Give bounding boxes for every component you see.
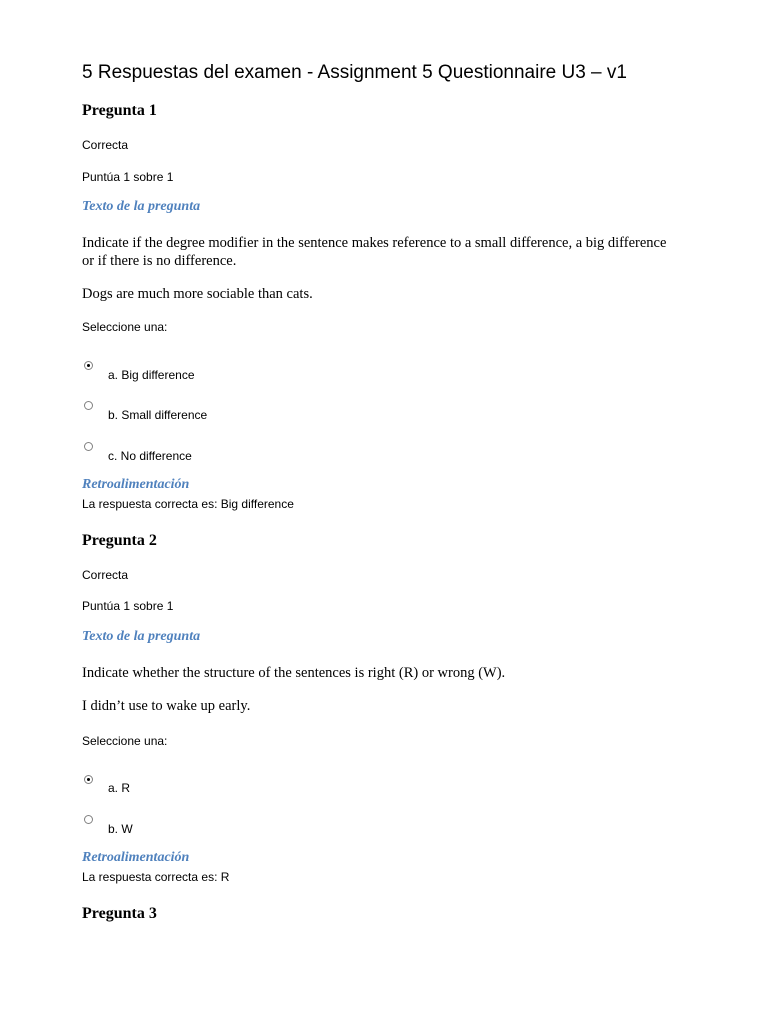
question-1-sentence: Dogs are much more sociable than cats. [82, 286, 313, 302]
question-1-feedback: La respuesta correcta es: Big difference [82, 497, 294, 511]
question-1-heading: Pregunta 1 [82, 102, 157, 119]
question-1-option-c-radio[interactable] [84, 442, 93, 451]
question-2-feedback: La respuesta correcta es: R [82, 870, 230, 884]
question-2-select-label: Seleccione una: [82, 734, 168, 748]
question-2-feedback-label: Retroalimentación [82, 850, 190, 865]
question-2-prompt: Indicate whether the structure of the sentences is right (R) or wrong (W). [82, 665, 506, 681]
question-2-option-b-label: b. W [108, 822, 133, 836]
question-1-option-c-label: c. No difference [108, 449, 192, 463]
question-2-sentence: I didn’t use to wake up early. [82, 698, 251, 714]
question-3-heading: Pregunta 3 [82, 905, 157, 922]
question-1-text-label: Texto de la pregunta [82, 199, 201, 214]
question-2-status: Correcta [82, 568, 129, 582]
question-2-option-a-radio[interactable] [84, 775, 93, 784]
question-1-score: Puntúa 1 sobre 1 [82, 170, 174, 184]
question-2-heading: Pregunta 2 [82, 532, 157, 549]
question-2-text-label: Texto de la pregunta [82, 629, 201, 644]
page-title: 5 Respuestas del examen - Assignment 5 Questionnaire U3 – v1 [82, 62, 627, 83]
question-1-select-label: Seleccione una: [82, 320, 168, 334]
question-1-option-b-label: b. Small difference [108, 408, 208, 422]
question-1-option-a-radio[interactable] [84, 361, 93, 370]
question-2-option-b-radio[interactable] [84, 815, 93, 824]
question-1-option-a-label: a. Big difference [108, 368, 195, 382]
question-1-option-b-radio[interactable] [84, 401, 93, 410]
question-1-feedback-label: Retroalimentación [82, 477, 190, 492]
question-1-status: Correcta [82, 138, 129, 152]
question-2-score: Puntúa 1 sobre 1 [82, 599, 174, 613]
question-1-prompt: Indicate if the degree modifier in the sentence makes reference to a small difference, a big difference or if there is no difference. [82, 235, 667, 269]
question-2-option-a-label: a. R [108, 781, 131, 795]
